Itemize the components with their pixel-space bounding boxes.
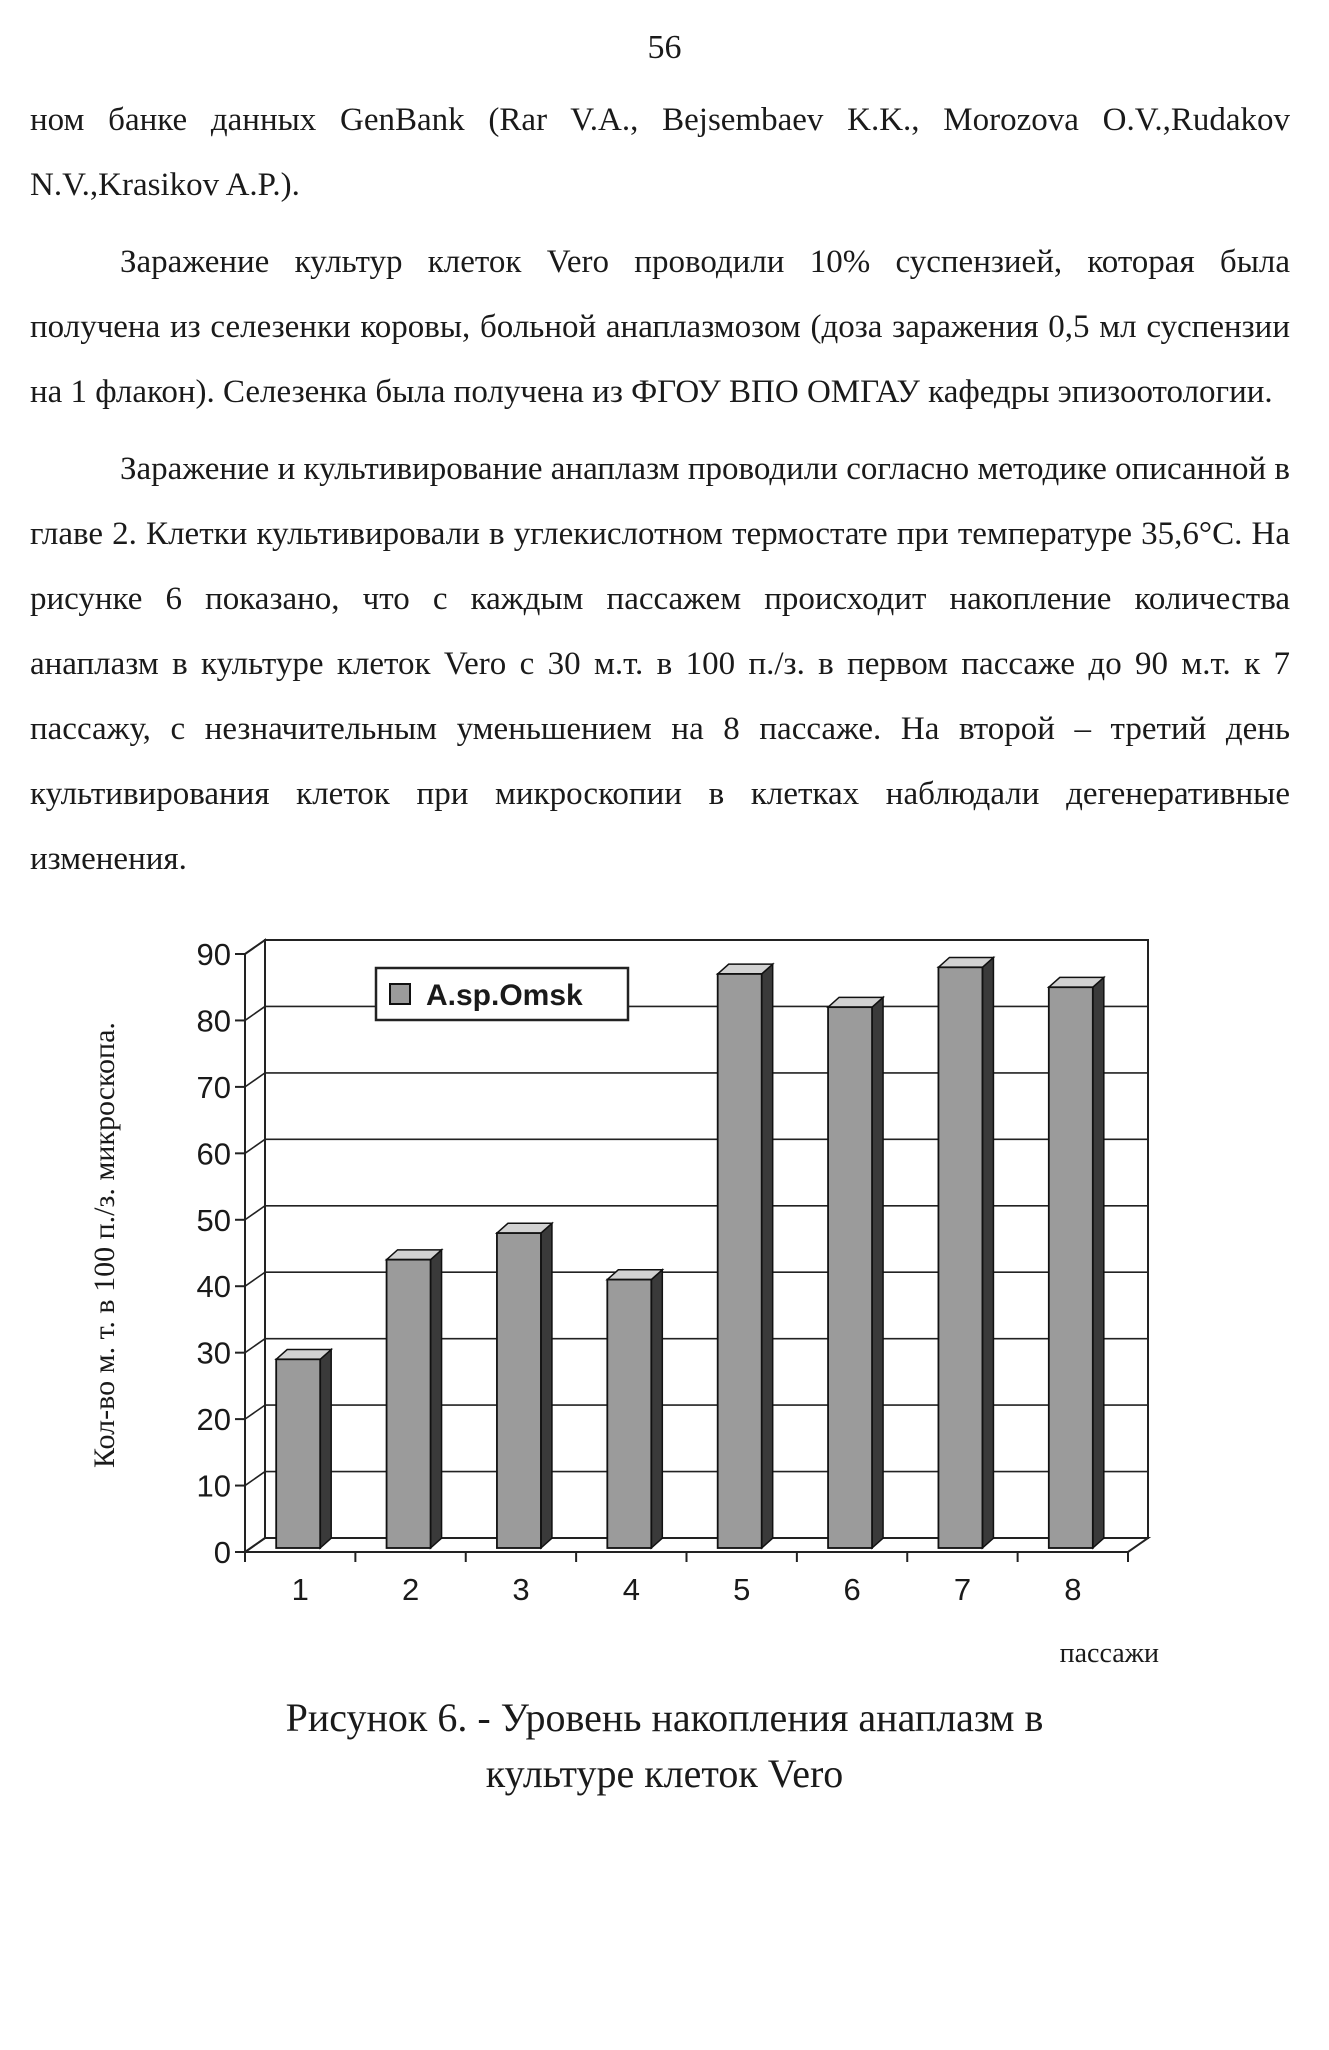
- bar: [387, 1260, 431, 1548]
- y-axis-label: Кол-во м. т. в 100 п./з. микроскопа.: [88, 1022, 121, 1468]
- bar-top: [497, 1223, 552, 1233]
- bar-top: [828, 997, 883, 1007]
- chart-svg: [0, 920, 1329, 1740]
- y-tick-label: 40: [196, 1269, 231, 1305]
- bar-top: [1049, 977, 1104, 987]
- y-tick-label: 90: [196, 937, 231, 972]
- x-tick-label: 8: [1064, 1572, 1082, 1607]
- chart: [0, 920, 1329, 1740]
- x-tick-label: 4: [622, 1572, 640, 1607]
- legend-label: A.sp.Omsk: [426, 979, 583, 1012]
- y-tick-label: 20: [196, 1402, 231, 1438]
- bar: [497, 1233, 541, 1548]
- bar-side: [431, 1250, 442, 1548]
- y-tick-label: 50: [196, 1202, 231, 1238]
- paragraph-3: Заражение и культивирование анаплазм проводили согласно методике описанной в главе 2. Клетки культивировали в углекислотном термостате при температуре 35,6°С. На рисунке 6 показано, что с каждым пассажем происходит накопление количества анаплазм в культуре клеток Vero с 30 м.т. в 100 п./з. в первом пассаже до 90 м.т. к 7 пассажу, с незначительным уменьшением на 8 пассаже. На второй – третий день культивирования клеток при микроскопии в клетках наблюдали дегенеративные изменения.: [30, 451, 1290, 877]
- x-tick-label: 5: [733, 1572, 751, 1607]
- y-tick-label: 30: [196, 1335, 231, 1371]
- paragraph-1: ном банке данных GenBank (Rar V.A., Bejsembaev K.K., Morozova O.V.,Rudakov N.V.,Krasikov A.P.).: [30, 102, 1290, 203]
- x-tick-label: 7: [953, 1572, 972, 1607]
- bar-side: [541, 1223, 552, 1548]
- x-tick-label: 3: [512, 1572, 530, 1607]
- x-axis-label: пассажи: [1059, 1638, 1159, 1669]
- bar-side: [1093, 977, 1104, 1548]
- figure-caption: [0, 1690, 1329, 1802]
- caption-line-2: культуре клеток Vero: [485, 1751, 844, 1796]
- bar: [1049, 987, 1093, 1548]
- bar-side: [651, 1270, 662, 1548]
- y-tick-label: 10: [196, 1468, 231, 1504]
- bar-side: [982, 957, 993, 1548]
- x-tick-label: 2: [401, 1572, 420, 1607]
- bar: [828, 1007, 872, 1548]
- y-tick-label: 80: [196, 1003, 231, 1039]
- y-tick-label: 0: [213, 1535, 231, 1570]
- body-text: [30, 88, 1290, 904]
- bar: [718, 974, 762, 1548]
- bar-side: [762, 964, 773, 1548]
- bar-top: [938, 957, 993, 967]
- plot-floor: [245, 1538, 1148, 1552]
- plot-wall: [245, 940, 265, 1552]
- y-tick-label: 70: [196, 1069, 231, 1105]
- x-tick-label: 6: [843, 1572, 861, 1607]
- bar-top: [387, 1250, 442, 1260]
- bar: [607, 1280, 651, 1548]
- x-tick-label: 1: [291, 1572, 309, 1607]
- bar-top: [718, 964, 773, 974]
- bar-side: [320, 1350, 331, 1548]
- legend-swatch: [390, 984, 410, 1004]
- bar: [276, 1359, 320, 1548]
- bar: [938, 967, 982, 1548]
- bar-side: [872, 997, 883, 1548]
- caption-line-1: Рисунок 6. - Уровень накопления анаплазм в: [285, 1695, 1044, 1740]
- y-tick-label: 60: [196, 1136, 231, 1172]
- bar-top: [276, 1350, 331, 1360]
- bar-top: [607, 1270, 662, 1280]
- page-number: 56: [647, 29, 682, 66]
- paragraph-2: Заражение культур клеток Vero проводили 10% суспензией, которая была получена из селезенки коровы, больной анаплазмозом (доза заражения 0,5 мл суспензии на 1 флакон). Селезенка была получена из ФГОУ ВПО ОМГАУ кафедры эпизоотологии.: [30, 244, 1290, 410]
